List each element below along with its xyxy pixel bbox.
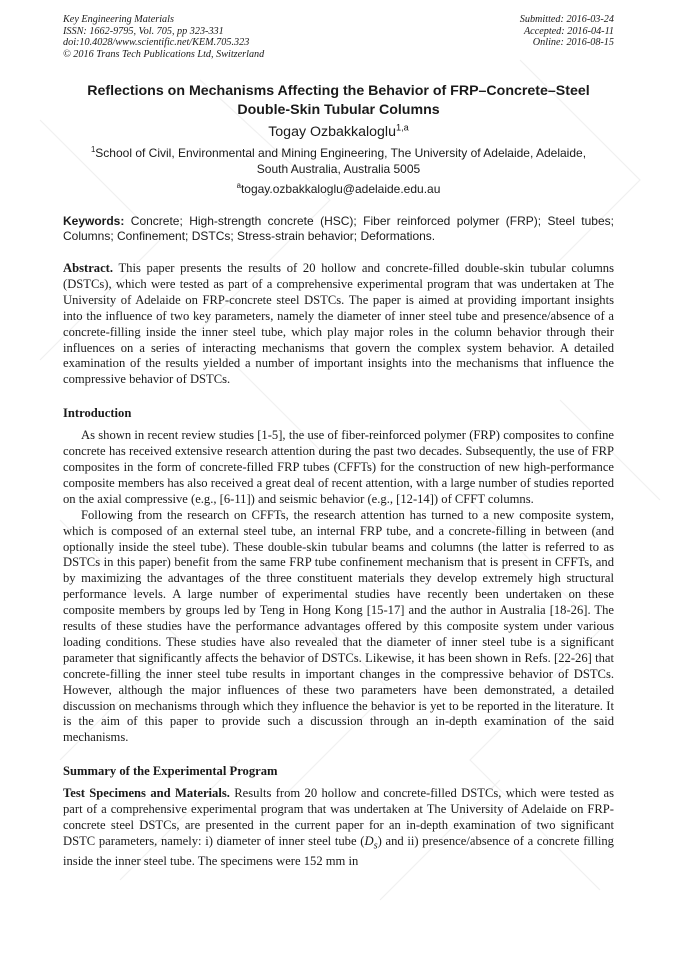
abstract — [63, 261, 614, 388]
submitted-date: Submitted: 2016-03-24 — [519, 14, 614, 25]
steel-tube-diameter-subscript: s — [373, 840, 378, 852]
keywords-label: Keywords: — [63, 214, 125, 228]
paper-page — [63, 14, 614, 870]
steel-tube-diameter-symbol: D — [364, 833, 374, 848]
abstract-text: This paper presents the results of 20 hollow and concrete-filled double-skin tubular columns (DSTCs), which were tested as part of a comprehensive experimental program that was undertaken at The University of Adelaide on FRP-concrete steel DSTCs. The paper is aimed at providing important insights into the influence of two key parameters, namely the diameter of inner steel tube and presence/absence of a concrete-filling inside the inner steel tube, which play major roles in the column behavior through their influences on a series of interacting mechanisms that govern the complex system behavior. A detailed examination of the results yielded a number of important insights into the mechanisms that influence the compressive behavior of DSTCs. — [63, 261, 614, 387]
accepted-date: Accepted: 2016-04-11 — [523, 25, 614, 37]
journal-name: Key Engineering Materials — [63, 14, 174, 25]
doi-line: doi:10.4028/www.scientific.net/KEM.705.323 — [63, 37, 250, 48]
affiliation-text: School of Civil, Environmental and Mining Engineering, The University of Adelaide, Adelaide, South Australia, Australia 5005 — [95, 146, 587, 176]
journal-header — [63, 14, 614, 66]
online-date: Online: 2016-08-15 — [532, 37, 614, 48]
keywords-text: Concrete; High-strength concrete (HSC); Fiber reinforced polymer (FRP); Steel tubes; Columns; Confinement; DSTCs; Stress-strain behavior; Deformations. — [63, 214, 614, 243]
email-superscript: a — [236, 181, 241, 190]
introduction-paragraph-2: Following from the research on CFFTs, the research attention has turned to a new composite system, which is composed of an external steel tube, an internal FRP tube, and a concrete-filling in between (and optionally inside the steel tube). These double-skin tubular beams and columns (the latter is referred to as DSTCs in this paper) benefit from the same FRP tube confinement mechanism that is present in CFFTs, and by maximizing the advantages of the three constituent materials they develop extremely high structural performance levels. A large number of experimental studies have recently been undertaken on these composite members by groups led by Teng in Hong Kong [15-17] and the author in Australia [18-26]. The results of these studies have the performance advantages offered by this composite system under various loading conditions. These studies have also revealed that the diameter of inner steel tube is a significant parameter that significantly affects the behavior of DSTCs. Likewise, it has been shown in Refs. [22-26] that concrete-filling the inner steel tube results in important changes in the compressive behavior of DSTCs. However, although the major influences of these two parameters have been demonstrated, a detailed discussion on mechanisms through which they influence the behavior is yet to be reported in the literature. It is the aim of this paper to provide such a discussion through an in-depth examination of the said mechanisms. — [63, 507, 614, 745]
test-specimens-label: Test Specimens and Materials. — [63, 786, 230, 801]
email-address[interactable]: togay.ozbakkaloglu@adelaide.edu.au — [240, 182, 441, 196]
abstract-label: Abstract. — [63, 261, 114, 275]
author-line — [63, 122, 614, 142]
summary-heading: Summary of the Experimental Program — [63, 764, 278, 779]
paper-title: Reflections on Mechanisms Affecting the Behavior of FRP–Concrete–Steel Double-Skin Tubular Columns — [87, 83, 590, 118]
author-name: Togay Ozbakkaloglu — [268, 124, 396, 140]
affiliation — [63, 145, 614, 177]
publication-dates — [520, 14, 614, 49]
author-superscript: 1,a — [395, 122, 409, 133]
copyright-line: © 2016 Trans Tech Publications Ltd, Switzerland — [63, 48, 265, 60]
issn-line: ISSN: 1662-9795, Vol. 705, pp 323-331 — [63, 25, 224, 37]
introduction-paragraph-1: As shown in recent review studies [1-5], the use of fiber-reinforced polymer (FRP) composites to confine concrete has received extensive research attention during the past two decades. Subsequently, the use of FRP composites in the form of concrete-filled FRP tubes (CFFTs) for the construction of new high-performance composite members has also received a great deal of recent attention, with a large number of studies reported on the axial compressive (e.g., [6-11]) and seismic behavior (e.g., [12-14]) of CFFT columns. — [63, 428, 614, 506]
keywords — [63, 214, 614, 244]
publication-info — [63, 14, 264, 60]
summary-text-end: ) and ii) presence/absence of a concrete filling inside the inner steel tube. The specimens were 152 mm in — [63, 833, 614, 869]
email-line — [63, 181, 614, 197]
summary-text-start: Results from 20 hollow and concrete-filled DSTCs, which were tested as part of a comprehensive experimental program that was undertaken at The University of Adelaide on FRP-concrete steel DSTCs, are presented in the current paper for an in-depth examination of two significant DSTC parameters, namely: i) diameter of inner steel tube ( — [63, 786, 614, 848]
affiliation-superscript: 1 — [90, 145, 96, 154]
introduction-heading: Introduction — [63, 406, 132, 421]
summary-paragraph — [63, 786, 614, 870]
